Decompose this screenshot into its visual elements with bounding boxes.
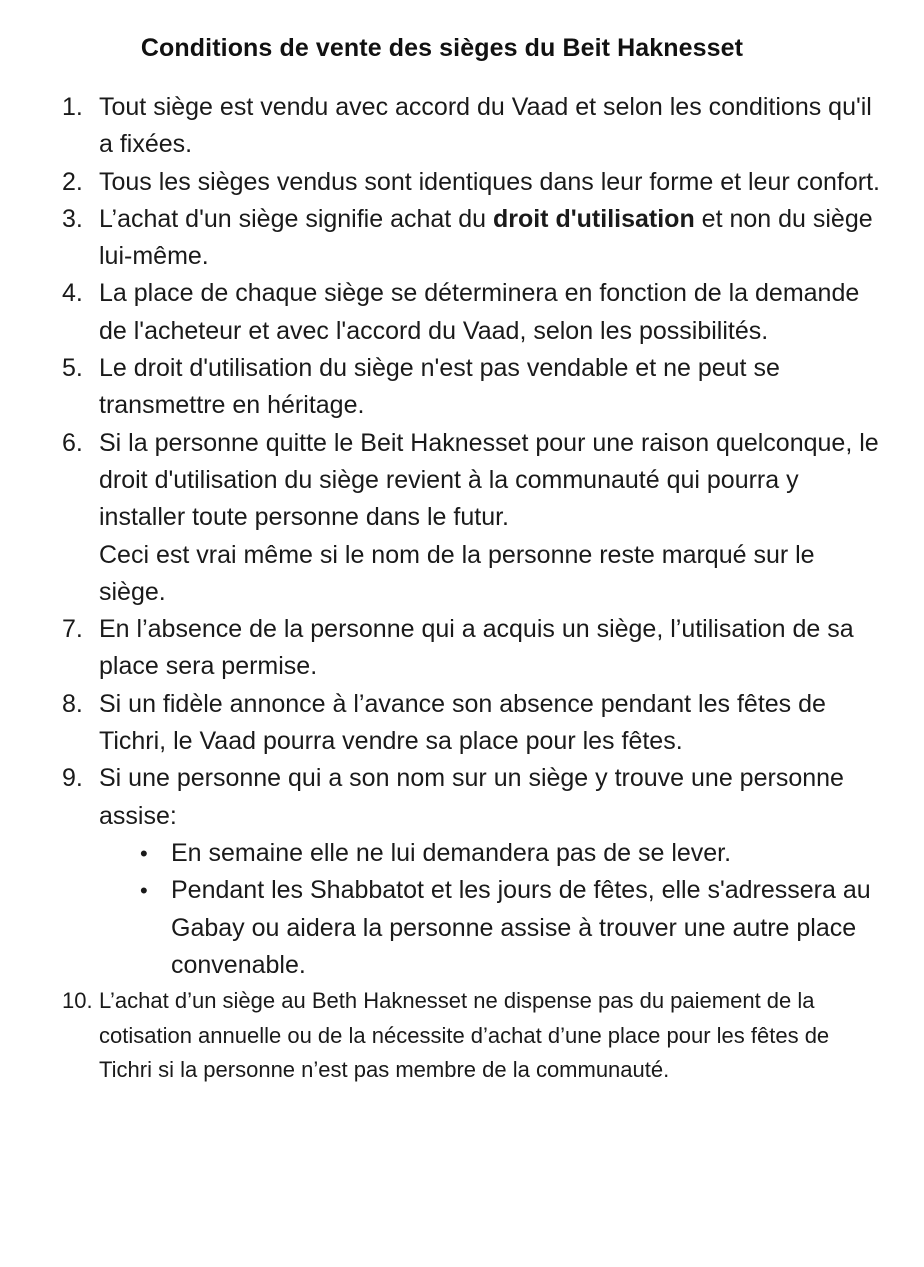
condition-item-10 <box>0 984 924 1088</box>
condition-item-5 <box>0 350 924 425</box>
condition-item-6 <box>0 425 924 611</box>
item-text-after: et non du siège lui-même. <box>99 204 873 271</box>
item-number: 5. <box>62 354 83 383</box>
item-extra-text: Ceci est vrai même si le nom de la personne reste marqué sur le siège. <box>99 540 815 606</box>
bullet-icon: • <box>140 840 148 866</box>
bullet-text: Pendant les Shabbatot et les jours de fêtes, elle s'adressera au Gabay ou aidera la personne assise à trouver une autre place convenable. <box>171 876 871 979</box>
item-number: 10. <box>62 988 93 1014</box>
bullet-text: En semaine elle ne lui demandera pas de se lever. <box>171 838 732 867</box>
condition-item-8 <box>0 686 924 761</box>
condition-item-1 <box>0 89 924 164</box>
item-text: Si une personne qui a son nom sur un siège y trouve une personne assise: <box>99 764 844 830</box>
item-number: 4. <box>62 279 83 308</box>
item-text-before: L’achat d'un siège signifie achat du <box>99 204 493 233</box>
item-number: 2. <box>62 167 83 196</box>
condition-item-2 <box>0 164 924 201</box>
sub-bullet-item <box>99 835 884 872</box>
condition-item-9 <box>0 760 924 984</box>
item-text: L’achat d’un siège au Beth Haknesset ne dispense pas du paiement de la cotisation annuelle ou de la nécessite d’achat d’une place pour les fêtes de Tichri si la personne n’est pas membre de la communauté. <box>99 988 830 1083</box>
item-text: La place de chaque siège se déterminera en fonction de la demande de l'acheteur et avec l'accord du Vaad, selon les possibilités. <box>99 279 860 345</box>
condition-item-4 <box>0 275 924 350</box>
item-text: Tout siège est vendu avec accord du Vaad et selon les conditions qu'il a fixées. <box>99 93 872 159</box>
page-title: Conditions de vente des sièges du Beit Haknesset <box>140 33 744 62</box>
conditions-list <box>0 89 924 1088</box>
item-number: 9. <box>62 764 83 793</box>
item-text: En l’absence de la personne qui a acquis un siège, l’utilisation de sa place sera permise. <box>99 615 854 681</box>
item-text <box>99 205 873 270</box>
item-number: 3. <box>62 204 83 233</box>
item-text: Le droit d'utilisation du siège n'est pas vendable et ne peut se transmettre en héritage. <box>99 354 780 420</box>
sub-bullet-list <box>99 835 884 984</box>
item-text: Tous les sièges vendus sont identiques dans leur forme et leur confort. <box>99 167 880 196</box>
item-text: Si la personne quitte le Beit Haknesset pour une raison quelconque, le droit d'utilisation du siège revient à la communauté qui pourra y installer toute personne dans le futur. <box>99 428 879 532</box>
item-number: 1. <box>62 93 83 121</box>
bullet-icon: • <box>140 878 148 904</box>
condition-item-7 <box>0 611 924 686</box>
item-text: Si un fidèle annonce à l’avance son absence pendant les fêtes de Tichri, le Vaad pourra vendre sa place pour les fêtes. <box>99 689 826 756</box>
item-text-emphasis: droit d'utilisation <box>492 204 695 233</box>
item-number: 6. <box>62 428 83 457</box>
sub-bullet-item <box>99 872 884 984</box>
item-number: 7. <box>62 615 83 644</box>
condition-item-3 <box>0 201 924 276</box>
item-number: 8. <box>62 689 83 718</box>
